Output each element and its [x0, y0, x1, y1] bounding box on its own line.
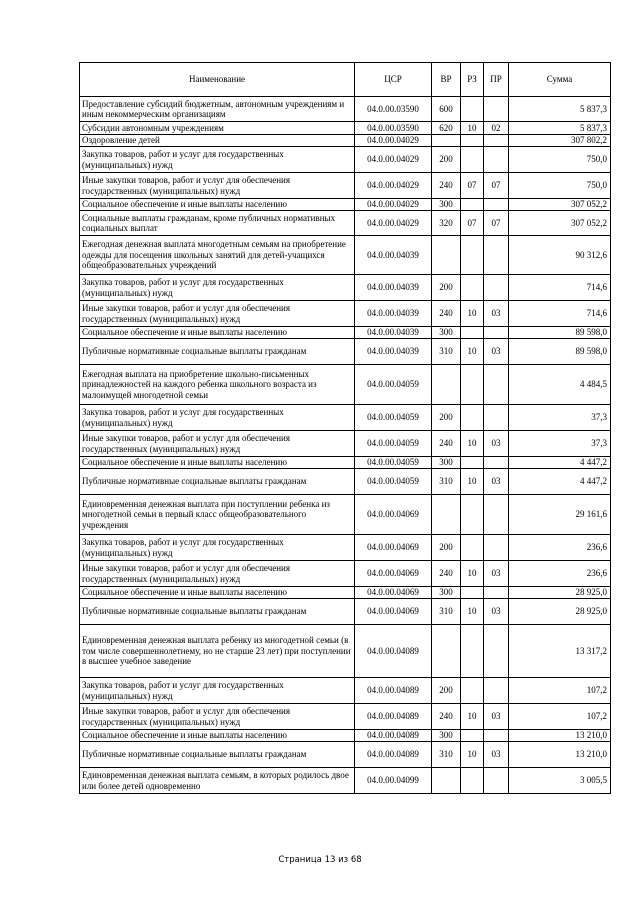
table-row [80, 97, 611, 122]
cell-vr: 200 [432, 535, 461, 561]
cell-rz: 10 [461, 599, 484, 625]
cell-csr: 04.0.00.04039 [355, 339, 432, 365]
cell-rz [461, 147, 484, 173]
cell-sum: 29 161,6 [509, 495, 611, 535]
cell-vr: 300 [432, 730, 461, 742]
cell-rz: 10 [461, 742, 484, 768]
cell-sum: 750,0 [509, 173, 611, 199]
cell-vr: 200 [432, 275, 461, 301]
cell-pr [484, 535, 509, 561]
cell-name: Закупка товаров, работ и услуг для государственных (муниципальных) нужд [80, 147, 355, 173]
cell-rz: 10 [461, 339, 484, 365]
cell-pr [484, 97, 509, 122]
cell-csr: 04.0.00.04099 [355, 768, 432, 794]
cell-csr: 04.0.00.04029 [355, 173, 432, 199]
cell-rz [461, 495, 484, 535]
cell-vr: 240 [432, 431, 461, 457]
cell-csr: 04.0.00.04059 [355, 365, 432, 405]
cell-vr: 240 [432, 704, 461, 730]
cell-csr: 04.0.00.04059 [355, 457, 432, 469]
cell-vr [432, 135, 461, 147]
header-sum: Сумма [509, 63, 611, 97]
table-row [80, 339, 611, 365]
cell-csr: 04.0.00.04069 [355, 599, 432, 625]
cell-pr: 03 [484, 599, 509, 625]
table-row [80, 327, 611, 339]
cell-rz [461, 365, 484, 405]
cell-name: Ежегодная выплата на приобретение школьно-письменных принадлежностей на каждого ребенка школьного возраста из малоимущей многодетной семьи [80, 365, 355, 405]
cell-rz [461, 275, 484, 301]
table-row [80, 535, 611, 561]
cell-name: Социальное обеспечение и иные выплаты населению [80, 730, 355, 742]
cell-pr [484, 147, 509, 173]
table-row [80, 457, 611, 469]
cell-vr: 300 [432, 457, 461, 469]
cell-sum: 37,3 [509, 431, 611, 457]
cell-vr: 310 [432, 339, 461, 365]
cell-pr: 07 [484, 211, 509, 236]
cell-sum: 3 005,5 [509, 768, 611, 794]
cell-csr: 04.0.00.04059 [355, 405, 432, 431]
cell-name: Предоставление субсидий бюджетным, автономным учреждениям и иным некоммерческим организациям [80, 97, 355, 122]
cell-vr [432, 365, 461, 405]
header-pr: ПР [484, 63, 509, 97]
cell-vr [432, 625, 461, 678]
cell-vr: 300 [432, 199, 461, 211]
header-rz: РЗ [461, 63, 484, 97]
cell-rz: 10 [461, 122, 484, 135]
cell-name: Иные закупки товаров, работ и услуг для обеспечения государственных (муниципальных) нужд [80, 431, 355, 457]
cell-pr [484, 236, 509, 275]
cell-rz: 10 [461, 704, 484, 730]
cell-name: Закупка товаров, работ и услуг для государственных (муниципальных) нужд [80, 678, 355, 704]
cell-name: Социальное обеспечение и иные выплаты населению [80, 199, 355, 211]
cell-rz: 10 [461, 431, 484, 457]
cell-csr: 04.0.00.04089 [355, 742, 432, 768]
header-csr: ЦСР [355, 63, 432, 97]
cell-vr: 300 [432, 587, 461, 599]
cell-vr: 240 [432, 301, 461, 327]
cell-csr: 04.0.00.04039 [355, 236, 432, 275]
cell-vr [432, 236, 461, 275]
cell-csr: 04.0.00.04029 [355, 199, 432, 211]
cell-name: Закупка товаров, работ и услуг для государственных (муниципальных) нужд [80, 275, 355, 301]
cell-rz: 10 [461, 561, 484, 587]
cell-sum: 107,2 [509, 704, 611, 730]
cell-name: Субсидии автономным учреждениям [80, 122, 355, 135]
cell-name: Иные закупки товаров, работ и услуг для обеспечения государственных (муниципальных) нужд [80, 301, 355, 327]
cell-name: Социальное обеспечение и иные выплаты населению [80, 457, 355, 469]
cell-name: Ежегодная денежная выплата многодетным семьям на приобретение одежды для посещения школьных занятий для детей-учащихся общеобразовательных учреждений [80, 236, 355, 275]
cell-csr: 04.0.00.04059 [355, 431, 432, 457]
cell-csr: 04.0.00.04089 [355, 730, 432, 742]
cell-pr [484, 730, 509, 742]
table-row [80, 742, 611, 768]
cell-sum: 307 802,2 [509, 135, 611, 147]
cell-pr [484, 365, 509, 405]
cell-rz [461, 587, 484, 599]
cell-pr [484, 457, 509, 469]
cell-name: Публичные нормативные социальные выплаты гражданам [80, 599, 355, 625]
cell-sum: 5 837,3 [509, 97, 611, 122]
cell-sum: 307 052,2 [509, 211, 611, 236]
cell-csr: 04.0.00.04089 [355, 678, 432, 704]
cell-sum: 90 312,6 [509, 236, 611, 275]
cell-name: Иные закупки товаров, работ и услуг для обеспечения государственных (муниципальных) нужд [80, 704, 355, 730]
cell-csr: 04.0.00.03590 [355, 97, 432, 122]
table-row [80, 587, 611, 599]
cell-csr: 04.0.00.04089 [355, 625, 432, 678]
cell-name: Закупка товаров, работ и услуг для государственных (муниципальных) нужд [80, 405, 355, 431]
cell-pr: 03 [484, 561, 509, 587]
cell-rz [461, 768, 484, 794]
table-row [80, 199, 611, 211]
cell-name: Иные закупки товаров, работ и услуг для обеспечения государственных (муниципальных) нужд [80, 561, 355, 587]
cell-sum: 714,6 [509, 301, 611, 327]
cell-vr: 240 [432, 561, 461, 587]
cell-name: Единовременная денежная выплата ребенку из многодетной семьи (в том числе совершеннолетнему, но не старше 23 лет) при поступлении в высшее учебное заведение [80, 625, 355, 678]
cell-pr [484, 625, 509, 678]
cell-sum: 28 925,0 [509, 587, 611, 599]
cell-csr: 04.0.00.04039 [355, 301, 432, 327]
table-row [80, 704, 611, 730]
cell-rz [461, 405, 484, 431]
table-row [80, 469, 611, 495]
cell-sum: 13 210,0 [509, 742, 611, 768]
cell-csr: 04.0.00.04029 [355, 211, 432, 236]
table-row [80, 561, 611, 587]
table-row [80, 730, 611, 742]
table-row [80, 495, 611, 535]
header-name: Наименование [80, 63, 355, 97]
cell-sum: 28 925,0 [509, 599, 611, 625]
cell-name: Публичные нормативные социальные выплаты гражданам [80, 469, 355, 495]
table-row [80, 211, 611, 236]
cell-name: Социальное обеспечение и иные выплаты населению [80, 587, 355, 599]
cell-csr: 04.0.00.04029 [355, 147, 432, 173]
cell-vr: 300 [432, 327, 461, 339]
cell-vr: 310 [432, 469, 461, 495]
cell-pr [484, 405, 509, 431]
table-row [80, 275, 611, 301]
cell-name: Иные закупки товаров, работ и услуг для обеспечения государственных (муниципальных) нужд [80, 173, 355, 199]
cell-name: Публичные нормативные социальные выплаты гражданам [80, 742, 355, 768]
cell-sum: 4 447,2 [509, 469, 611, 495]
budget-table [79, 62, 611, 794]
table-row [80, 122, 611, 135]
cell-vr: 200 [432, 678, 461, 704]
cell-csr: 04.0.00.04069 [355, 587, 432, 599]
cell-rz: 10 [461, 301, 484, 327]
page-number: Страница 13 из 68 [278, 855, 362, 865]
cell-csr: 04.0.00.03590 [355, 122, 432, 135]
cell-csr: 04.0.00.04029 [355, 135, 432, 147]
cell-pr: 03 [484, 301, 509, 327]
cell-csr: 04.0.00.04069 [355, 535, 432, 561]
cell-pr: 03 [484, 431, 509, 457]
cell-name: Единовременная денежная выплата семьям, в которых родилось двое или более детей одновременно [80, 768, 355, 794]
cell-pr: 03 [484, 742, 509, 768]
cell-pr: 03 [484, 469, 509, 495]
table-header [80, 63, 611, 97]
cell-rz [461, 236, 484, 275]
cell-rz [461, 730, 484, 742]
cell-csr: 04.0.00.04039 [355, 275, 432, 301]
cell-rz [461, 135, 484, 147]
header-row [80, 63, 611, 97]
cell-csr: 04.0.00.04089 [355, 704, 432, 730]
cell-vr: 320 [432, 211, 461, 236]
cell-pr [484, 768, 509, 794]
cell-vr: 200 [432, 405, 461, 431]
cell-sum: 4 484,5 [509, 365, 611, 405]
table-body [80, 97, 611, 794]
cell-pr: 03 [484, 339, 509, 365]
cell-vr [432, 768, 461, 794]
table-row [80, 301, 611, 327]
table-row [80, 431, 611, 457]
cell-pr: 07 [484, 173, 509, 199]
cell-rz [461, 97, 484, 122]
cell-rz [461, 457, 484, 469]
cell-pr: 02 [484, 122, 509, 135]
cell-vr: 620 [432, 122, 461, 135]
cell-vr [432, 495, 461, 535]
cell-sum: 37,3 [509, 405, 611, 431]
cell-sum: 89 598,0 [509, 327, 611, 339]
cell-vr: 600 [432, 97, 461, 122]
header-vr: ВР [432, 63, 461, 97]
cell-sum: 236,6 [509, 561, 611, 587]
cell-rz [461, 625, 484, 678]
table-row [80, 405, 611, 431]
cell-sum: 714,6 [509, 275, 611, 301]
table-row [80, 365, 611, 405]
cell-name: Социальные выплаты гражданам, кроме публичных нормативных социальных выплат [80, 211, 355, 236]
cell-vr: 310 [432, 742, 461, 768]
cell-pr: 03 [484, 704, 509, 730]
table-row [80, 173, 611, 199]
cell-sum: 5 837,3 [509, 122, 611, 135]
cell-pr [484, 587, 509, 599]
cell-csr: 04.0.00.04039 [355, 327, 432, 339]
cell-rz: 10 [461, 469, 484, 495]
table-row [80, 625, 611, 678]
cell-rz [461, 327, 484, 339]
cell-pr [484, 135, 509, 147]
cell-rz: 07 [461, 211, 484, 236]
cell-rz [461, 535, 484, 561]
cell-name: Социальное обеспечение и иные выплаты населению [80, 327, 355, 339]
table-row [80, 678, 611, 704]
cell-vr: 310 [432, 599, 461, 625]
cell-pr [484, 678, 509, 704]
cell-vr: 200 [432, 147, 461, 173]
table-row [80, 599, 611, 625]
cell-name: Закупка товаров, работ и услуг для государственных (муниципальных) нужд [80, 535, 355, 561]
table-row [80, 768, 611, 794]
cell-pr [484, 275, 509, 301]
cell-sum: 107,2 [509, 678, 611, 704]
cell-sum: 13 317,2 [509, 625, 611, 678]
cell-rz: 07 [461, 173, 484, 199]
cell-pr [484, 199, 509, 211]
table-row [80, 236, 611, 275]
cell-sum: 236,6 [509, 535, 611, 561]
cell-sum: 750,0 [509, 147, 611, 173]
cell-pr [484, 327, 509, 339]
cell-csr: 04.0.00.04069 [355, 561, 432, 587]
cell-rz [461, 199, 484, 211]
table-row [80, 135, 611, 147]
cell-pr [484, 495, 509, 535]
cell-name: Единовременная денежная выплата при поступлении ребенка из многодетной семьи в первый класс общеобразовательного учреждения [80, 495, 355, 535]
cell-sum: 307 052,2 [509, 199, 611, 211]
cell-vr: 240 [432, 173, 461, 199]
cell-sum: 13 210,0 [509, 730, 611, 742]
cell-sum: 89 598,0 [509, 339, 611, 365]
cell-name: Публичные нормативные социальные выплаты гражданам [80, 339, 355, 365]
cell-sum: 4 447,2 [509, 457, 611, 469]
cell-name: Оздоровление детей [80, 135, 355, 147]
cell-csr: 04.0.00.04069 [355, 495, 432, 535]
cell-csr: 04.0.00.04059 [355, 469, 432, 495]
table-row [80, 147, 611, 173]
cell-rz [461, 678, 484, 704]
